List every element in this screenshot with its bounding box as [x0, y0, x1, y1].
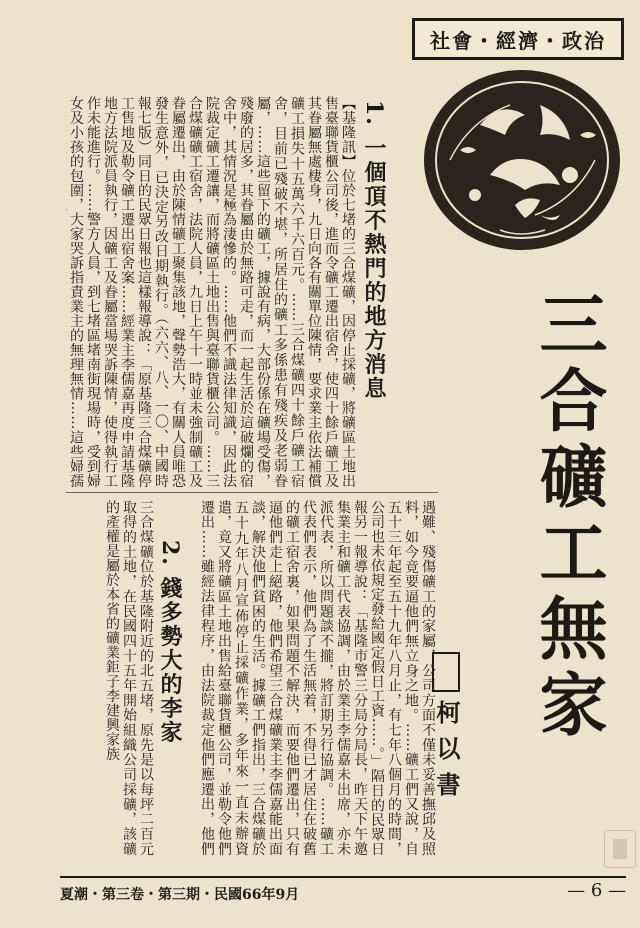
publication-info: 夏潮・第三卷・第三期・民國66年9月 [60, 887, 300, 903]
category-label: 社會・經濟・政治 [430, 28, 606, 53]
section1-heading: 1. 一個頂不熱門的地方消息 [361, 100, 387, 401]
page-number: — 6 — [567, 880, 626, 901]
author-name: 柯以書 [432, 700, 461, 808]
article-title: 三合礦工無家 [528, 289, 608, 745]
column-divider [66, 492, 438, 493]
category-banner [412, 18, 624, 60]
section1-continued-body: 遇難、殘傷礦工的家屬，公司方面不僅未妥善撫邱及照料，如今竟要逼他們無立身之地。……礦工們又說，自五十三年起至五十九年八月止，有七年八個月的時間，公司也未依規定發給國定假日工資……。」隔日的民眾日報另一報導說：「基隆市警三分局分局長，昨天下午邀集業主和礦工代表協調，由於業主李儒嘉未出席，亦未派代表，所以問題談不攏，將訂期另行協調。……礦工代表們表示，他們為了生活無着，不得已才居住在破舊的礦工宿舍裏，如果問題不解決，而要他們遷出，只有逼他們走上絕路，他們希望三合煤礦業主李儒嘉能出面談，解決他們貧困的生活。據礦工們指出，三合煤礦於五十九年八月宣佈停止採礦作業，多年來一直未辦資遣，竟又將礦區土地出售給臺聯貨櫃公司，並勒令他們遷出……雖經法律程序，由法院裁定他們應遷出，他們 [199, 500, 436, 856]
decorative-medallion-illustration [420, 65, 625, 255]
author-placeholder-box [432, 652, 460, 692]
stamp-mark [613, 839, 627, 859]
library-stamp-icon [604, 830, 636, 868]
footer-rule [60, 876, 626, 878]
section1-body: 【基隆訊】位於七堵的三合煤礦，因停止採礦，將礦區土地出售臺聯貨櫃公司後，進而令礦工遷出宿舍，使四十餘戶礦工及其眷屬無處棲身，九日向各有關單位陳情，要求業主依法補償礦工損失十五萬六千六百元。……三合煤礦四十餘戶礦工宿舍，目前已殘破不堪，所居住的礦工多係患有殘疾及老弱眷屬，……這些留下的礦工，據說有病，大部份係在礦場受傷，殘廢的居多，其眷屬由於無路可走，而一起生活於這破爛的宿舍中，其情況是極為淒慘的。……他們不識法律知識，因此法院裁定礦工遷讓，而將礦區土地出售與臺聯貨櫃公司。……三合煤礦礦工宿舍，法院人員，九日上午十一時並未強制礦工及眷屬遷出，由於陳情礦工聚集該地，聲勢浩大，有關人員唯恐發生意外，已決定另改日期執行。（六六、八、一〇、中國時報七版）同日的民眾日報也這樣報導說：「原基隆三合煤礦停工售地及勒令礦工遷出宿舍案……經業主李儒嘉再度申請基隆地方法院派員執行，因礦工及眷屬當場哭訴陳情，使得執行工作未能進行。……警方人員，到七堵區堵南街現場時，受到婦女及小孩的包圍，大家哭訴指責業主的無理無情……這些婦孺 [68, 96, 356, 488]
section2-body: 三合煤礦位於基隆附近的北五堵，原先是以每坪二百元取得的土地，在民國四十五年開始組織公司採礦，該礦的產權是屬於本省的礦業鉅子李建興家族 [104, 500, 154, 856]
section2-heading: 2. 錢多勢大的李家 [157, 540, 183, 745]
